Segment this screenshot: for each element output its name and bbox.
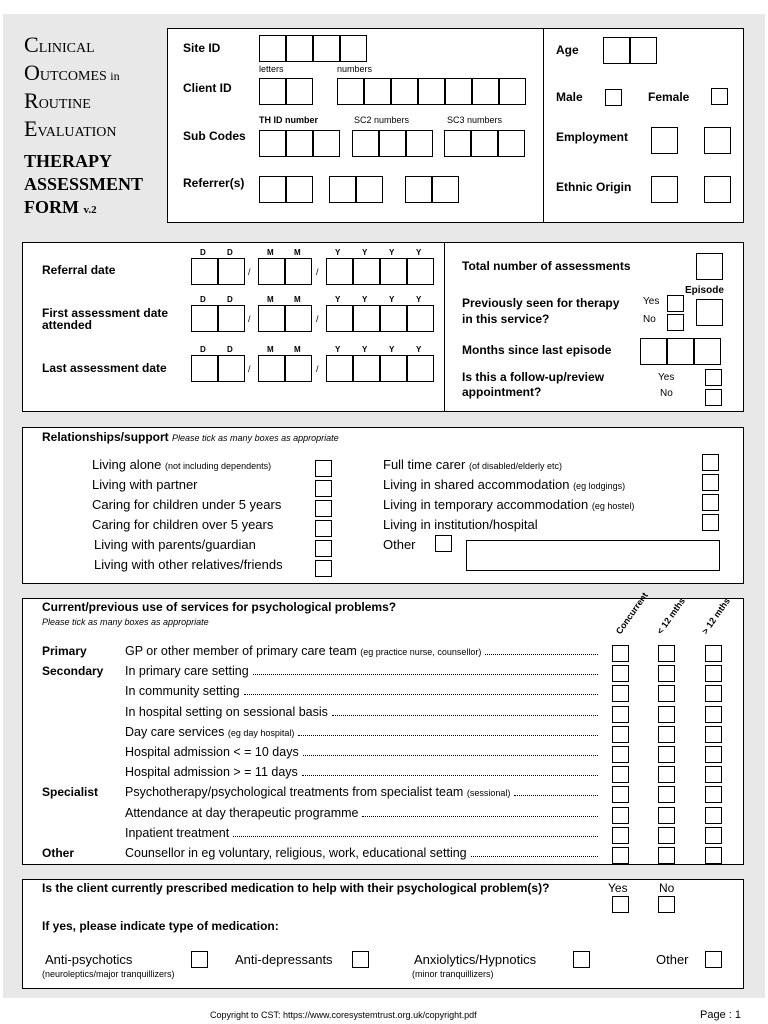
previously-seen-line: Previously seen for therapy — [462, 296, 620, 310]
service-lt12-checkbox[interactable] — [658, 645, 675, 662]
service-category-label: Primary — [42, 644, 87, 658]
referrers-label: Referrer(s) — [183, 176, 245, 190]
service-concurrent-checkbox[interactable] — [612, 685, 629, 702]
antidepressants-checkbox[interactable] — [352, 951, 369, 968]
relationship-checkbox[interactable] — [702, 474, 719, 491]
relationship-option-note: (eg lodgings) — [573, 481, 626, 491]
months-since-box[interactable] — [694, 338, 721, 365]
relationship-option-text: Living in temporary accommodation — [383, 497, 589, 512]
client-id-letter-box[interactable] — [259, 78, 286, 105]
logo-initial: R — [24, 88, 39, 113]
male-checkbox[interactable] — [605, 89, 622, 106]
last-assessment-label: Last assessment date — [42, 361, 167, 375]
relationships-title — [42, 430, 339, 444]
service-row-label — [125, 745, 299, 759]
relationship-option-label — [92, 477, 198, 492]
service-lt12-checkbox[interactable] — [658, 706, 675, 723]
service-row-text: Inpatient treatment — [125, 825, 230, 840]
dotted-leader — [514, 795, 598, 796]
date-letter-label: D — [227, 345, 233, 354]
followup-no-checkbox[interactable] — [705, 389, 722, 406]
service-concurrent-checkbox[interactable] — [612, 827, 629, 844]
date-separator: / — [316, 364, 319, 374]
logo-initial: O — [24, 60, 40, 85]
first-assessment-line: First assessment date — [42, 306, 169, 320]
sc3-numbers-text: numbers — [467, 115, 503, 125]
date-letter-label: D — [227, 295, 233, 304]
first-assessment-line: attended — [42, 318, 93, 332]
service-gt12-checkbox[interactable] — [705, 807, 722, 824]
ethnic-origin-label: Ethnic Origin — [556, 180, 632, 194]
relationship-option-text: Caring for children over 5 years — [92, 517, 274, 532]
date-letter-label: Y — [416, 248, 422, 257]
service-lt12-checkbox[interactable] — [658, 786, 675, 803]
service-lt12-checkbox[interactable] — [658, 847, 675, 864]
letters-label: letters — [259, 64, 284, 74]
service-category-label: Other — [42, 846, 75, 860]
prev-seen-yes-checkbox[interactable] — [667, 295, 684, 312]
client-id-number-box[interactable] — [445, 78, 472, 105]
medication-question: Is the client currently prescribed medication to help with their psychological problem(s)? — [42, 881, 550, 895]
th-id-number-text: number — [285, 115, 319, 125]
page-number: Page : 1 — [700, 1009, 741, 1021]
employment-box[interactable] — [704, 127, 731, 154]
referral-month-box[interactable] — [285, 258, 312, 285]
date-separator: / — [316, 314, 319, 324]
relationship-option-text: Living in institution/hospital — [383, 517, 538, 532]
date-letter-label: M — [267, 248, 274, 257]
followup-label — [462, 370, 604, 400]
client-id-letter-box[interactable] — [286, 78, 313, 105]
antipsychotics-label: Anti-psychotics — [45, 952, 133, 967]
service-lt12-checkbox[interactable] — [658, 726, 675, 743]
relationship-other-checkbox[interactable] — [435, 535, 452, 552]
medication-no-checkbox[interactable] — [658, 896, 675, 913]
col-lt12-label: < 12 mths — [654, 596, 687, 636]
female-label: Female — [648, 90, 690, 104]
service-gt12-checkbox[interactable] — [705, 766, 722, 783]
sc2-text: SC2 — [354, 115, 372, 125]
relationship-option-text: Living in shared accommodation — [383, 477, 570, 492]
service-row-label — [125, 785, 510, 799]
date-letter-label: D — [200, 295, 206, 304]
first-assessment-year-box[interactable] — [407, 305, 434, 332]
logo-initial: C — [24, 32, 39, 57]
service-row-label — [125, 765, 298, 779]
date-letter-label: Y — [335, 295, 341, 304]
anxiolytics-note: (minor tranquillizers) — [412, 969, 494, 979]
service-gt12-checkbox[interactable] — [705, 665, 722, 682]
prev-seen-no-checkbox[interactable] — [667, 314, 684, 331]
service-concurrent-checkbox[interactable] — [612, 726, 629, 743]
antidepressants-label: Anti-depressants — [235, 952, 333, 967]
id-panel-divider — [543, 28, 544, 223]
referrer-box[interactable] — [405, 176, 432, 203]
dotted-leader — [471, 856, 598, 857]
th-id-number-box[interactable] — [313, 130, 340, 157]
site-id-box[interactable] — [286, 35, 313, 62]
client-id-number-box[interactable] — [391, 78, 418, 105]
service-row-label — [125, 684, 240, 698]
other-relationship-field[interactable] — [466, 540, 720, 571]
referral-month-box[interactable] — [258, 258, 285, 285]
client-id-label: Client ID — [183, 81, 232, 95]
sc3-number-box[interactable] — [444, 130, 471, 157]
col-gt12-label: > 12 mths — [699, 596, 732, 636]
dotted-leader — [244, 694, 598, 695]
form-title-word: FORM — [24, 197, 79, 217]
date-separator: / — [248, 364, 251, 374]
date-letter-label: Y — [362, 295, 368, 304]
relationship-option-text: Caring for children under 5 years — [92, 497, 282, 512]
relationship-option-label — [383, 537, 416, 552]
referrer-box[interactable] — [329, 176, 356, 203]
relationship-checkbox[interactable] — [702, 514, 719, 531]
service-row-note: (eg day hospital) — [227, 727, 295, 738]
date-letter-label: Y — [335, 345, 341, 354]
referral-date-label: Referral date — [42, 263, 116, 277]
relationship-option-label — [92, 457, 271, 472]
copyright-text: Copyright to CST: https://www.coresystemtrust.org.uk/copyright.pdf — [210, 1010, 477, 1020]
employment-box[interactable] — [651, 127, 678, 154]
date-letter-label: D — [200, 248, 206, 257]
service-gt12-checkbox[interactable] — [705, 645, 722, 662]
client-id-number-box[interactable] — [418, 78, 445, 105]
referral-year-box[interactable] — [353, 258, 380, 285]
relationship-checkbox[interactable] — [315, 560, 332, 577]
first-assessment-month-box[interactable] — [285, 305, 312, 332]
medication-other-checkbox[interactable] — [705, 951, 722, 968]
referral-year-box[interactable] — [407, 258, 434, 285]
sc2-number-box[interactable] — [379, 130, 406, 157]
service-row-label — [125, 644, 481, 658]
service-row-text: Attendance at day therapeutic programme — [125, 805, 359, 820]
logo-initial: E — [24, 116, 38, 141]
service-row-label — [125, 846, 467, 860]
date-letter-label: D — [200, 345, 206, 354]
episode-box[interactable] — [696, 299, 723, 326]
service-concurrent-checkbox[interactable] — [612, 847, 629, 864]
site-id-label: Site ID — [183, 41, 221, 55]
anxiolytics-label: Anxiolytics/Hypnotics — [414, 952, 537, 967]
service-concurrent-checkbox[interactable] — [612, 746, 629, 763]
sc2-label — [354, 115, 409, 125]
medication-no-label: No — [659, 881, 675, 895]
service-concurrent-checkbox[interactable] — [612, 807, 629, 824]
service-gt12-checkbox[interactable] — [705, 827, 722, 844]
relationship-option-note: (not including dependents) — [165, 461, 272, 471]
referral-day-box[interactable] — [218, 258, 245, 285]
form-title-line — [24, 196, 143, 222]
dotted-leader — [302, 775, 598, 776]
form-title-line: THERAPY — [24, 151, 113, 171]
last-assessment-day-box[interactable] — [218, 355, 245, 382]
client-id-number-box[interactable] — [364, 78, 391, 105]
service-lt12-checkbox[interactable] — [658, 766, 675, 783]
episode-label: Episode — [685, 285, 724, 296]
service-lt12-checkbox[interactable] — [658, 746, 675, 763]
services-note: Please tick as many boxes as appropriate — [42, 617, 209, 627]
sc3-number-box[interactable] — [498, 130, 525, 157]
client-id-number-box[interactable] — [337, 78, 364, 105]
service-row-text: In primary care setting — [125, 664, 249, 679]
total-assessments-label: Total number of assessments — [462, 259, 631, 273]
referrer-box[interactable] — [432, 176, 459, 203]
relationship-checkbox[interactable] — [315, 480, 332, 497]
date-letter-label: Y — [416, 345, 422, 354]
date-letter-label: Y — [362, 248, 368, 257]
age-label: Age — [556, 43, 579, 57]
sc2-number-box[interactable] — [352, 130, 379, 157]
relationship-option-label — [383, 517, 538, 532]
sc3-number-box[interactable] — [471, 130, 498, 157]
relationships-note: Please tick as many boxes as appropriate — [172, 433, 339, 443]
dotted-leader — [253, 674, 598, 675]
service-category-label: Specialist — [42, 785, 99, 800]
relationship-option-text: Full time carer — [383, 457, 466, 472]
medication-type-question: If yes, please indicate type of medication: — [42, 919, 279, 933]
followup-yes-label: Yes — [658, 372, 675, 383]
relationship-checkbox[interactable] — [315, 460, 332, 477]
service-row-text: In hospital setting on sessional basis — [125, 704, 328, 719]
first-assessment-day-box[interactable] — [191, 305, 218, 332]
followup-yes-checkbox[interactable] — [705, 369, 722, 386]
service-gt12-checkbox[interactable] — [705, 847, 722, 864]
relationship-option-text: Living with partner — [92, 477, 198, 492]
service-concurrent-checkbox[interactable] — [612, 786, 629, 803]
age-box[interactable] — [603, 37, 630, 64]
female-checkbox[interactable] — [711, 88, 728, 105]
dotted-leader — [485, 654, 598, 655]
relationship-option-label — [383, 457, 562, 472]
dotted-leader — [298, 735, 598, 736]
referrer-box[interactable] — [356, 176, 383, 203]
service-concurrent-checkbox[interactable] — [612, 706, 629, 723]
logo-word: OUTINE — [38, 97, 91, 112]
date-letter-label: Y — [389, 248, 395, 257]
previously-seen-line: in this service? — [462, 312, 550, 326]
date-letter-label: M — [294, 248, 301, 257]
prev-yes-label: Yes — [643, 296, 660, 307]
date-letter-label: M — [294, 345, 301, 354]
last-assessment-year-box[interactable] — [326, 355, 353, 382]
total-assessments-box[interactable] — [696, 253, 723, 280]
logo-line-evaluation — [24, 116, 164, 144]
first-assessment-month-box[interactable] — [258, 305, 285, 332]
followup-line: appointment? — [462, 385, 542, 399]
dates-panel-divider — [444, 242, 445, 412]
service-lt12-checkbox[interactable] — [658, 685, 675, 702]
months-since-box[interactable] — [667, 338, 694, 365]
followup-line: Is this a follow-up/review — [462, 370, 605, 384]
last-assessment-month-box[interactable] — [285, 355, 312, 382]
date-separator: / — [248, 314, 251, 324]
service-row-text: Psychotherapy/psychological treatments from specialist team — [125, 785, 464, 800]
relationship-option-label — [94, 557, 283, 572]
service-lt12-checkbox[interactable] — [658, 665, 675, 682]
service-row-note: (sessional) — [466, 788, 511, 799]
dotted-leader — [332, 715, 598, 716]
first-assessment-year-box[interactable] — [353, 305, 380, 332]
relationship-checkbox[interactable] — [702, 454, 719, 471]
logo-line-clinical — [24, 32, 164, 60]
referrer-box[interactable] — [259, 176, 286, 203]
dotted-leader — [362, 816, 598, 817]
form-version: v.2 — [83, 204, 97, 216]
service-gt12-checkbox[interactable] — [705, 685, 722, 702]
relationship-option-text: Living with other relatives/friends — [94, 557, 283, 572]
previously-seen-label — [462, 295, 619, 327]
referral-year-box[interactable] — [380, 258, 407, 285]
male-label: Male — [556, 90, 583, 104]
date-letter-label: Y — [389, 345, 395, 354]
sc2-number-box[interactable] — [406, 130, 433, 157]
service-gt12-checkbox[interactable] — [705, 726, 722, 743]
antipsychotics-note: (neuroleptics/major tranquillizers) — [42, 969, 175, 979]
antipsychotics-checkbox[interactable] — [191, 951, 208, 968]
medication-other-label: Other — [656, 952, 689, 967]
first-assessment-day-box[interactable] — [218, 305, 245, 332]
age-box[interactable] — [630, 37, 657, 64]
service-row-note: (eg practice nurse, counsellor) — [360, 647, 482, 657]
medication-yes-checkbox[interactable] — [612, 896, 629, 913]
date-letter-label: Y — [335, 248, 341, 257]
service-row-text: In community setting — [125, 684, 240, 699]
sc3-label — [447, 115, 502, 125]
sc3-text: SC3 — [447, 115, 465, 125]
th-id-number-box[interactable] — [259, 130, 286, 157]
site-id-box[interactable] — [259, 35, 286, 62]
relationship-option-note: (of disabled/elderly etc) — [468, 461, 563, 471]
dotted-leader — [303, 755, 598, 756]
relationship-option-label — [94, 537, 256, 552]
relationship-option-text: Other — [383, 537, 416, 552]
relationship-option-label — [383, 477, 625, 492]
first-assessment-label — [42, 307, 168, 331]
service-gt12-checkbox[interactable] — [705, 706, 722, 723]
last-assessment-year-box[interactable] — [353, 355, 380, 382]
referral-day-box[interactable] — [191, 258, 218, 285]
date-letter-label: M — [267, 345, 274, 354]
service-row-label — [125, 806, 358, 820]
medication-yes-label: Yes — [608, 881, 628, 895]
site-id-box[interactable] — [313, 35, 340, 62]
service-lt12-checkbox[interactable] — [658, 807, 675, 824]
service-row-text: Day care services — [125, 724, 225, 739]
service-row-text: Hospital admission < = 10 days — [125, 745, 299, 759]
first-assessment-year-box[interactable] — [380, 305, 407, 332]
service-row-label — [125, 826, 229, 840]
logo-line-routine — [24, 88, 164, 116]
employment-label: Employment — [556, 130, 629, 144]
logo-word: LINICAL — [38, 41, 95, 56]
client-id-number-box[interactable] — [499, 78, 526, 105]
ethnic-origin-box[interactable] — [651, 176, 678, 203]
service-concurrent-checkbox[interactable] — [612, 645, 629, 662]
last-assessment-day-box[interactable] — [191, 355, 218, 382]
logo-word: UTCOMES — [39, 69, 107, 84]
relationship-option-text: Living with parents/guardian — [94, 537, 256, 552]
months-since-label: Months since last episode — [462, 343, 612, 357]
referrer-box[interactable] — [286, 176, 313, 203]
th-id-label — [259, 115, 318, 125]
last-assessment-year-box[interactable] — [380, 355, 407, 382]
months-since-box[interactable] — [640, 338, 667, 365]
service-row-text: Counsellor in eg voluntary, religious, work, educational setting — [125, 846, 467, 860]
referral-year-box[interactable] — [326, 258, 353, 285]
service-concurrent-checkbox[interactable] — [612, 766, 629, 783]
logo-word: in — [110, 69, 120, 83]
service-gt12-checkbox[interactable] — [705, 746, 722, 763]
form-title — [24, 150, 143, 222]
numbers-label: numbers — [337, 64, 373, 74]
relationship-checkbox[interactable] — [315, 520, 332, 537]
date-separator: / — [248, 267, 251, 277]
relationship-option-label — [383, 497, 634, 512]
form-title-line: ASSESSMENT — [24, 174, 144, 194]
prev-no-label: No — [643, 314, 656, 325]
service-row-label — [125, 725, 294, 739]
relationship-option-note: (eg hostel) — [591, 501, 635, 511]
services-title: Current/previous use of services for psychological problems? — [42, 600, 397, 614]
ethnic-origin-box[interactable] — [704, 176, 731, 203]
last-assessment-month-box[interactable] — [258, 355, 285, 382]
relationship-option-label — [92, 497, 281, 512]
core-logo — [24, 32, 164, 144]
sub-codes-label: Sub Codes — [183, 129, 246, 143]
th-id-text: TH ID — [259, 115, 283, 125]
logo-line-outcomes — [24, 60, 164, 88]
service-concurrent-checkbox[interactable] — [612, 665, 629, 682]
anxiolytics-checkbox[interactable] — [573, 951, 590, 968]
date-letter-label: D — [227, 248, 233, 257]
first-assessment-year-box[interactable] — [326, 305, 353, 332]
service-row-text: Hospital admission > = 11 days — [125, 765, 298, 780]
service-gt12-checkbox[interactable] — [705, 786, 722, 803]
date-separator: / — [316, 267, 319, 277]
followup-no-label: No — [660, 388, 673, 399]
service-row-text: GP or other member of primary care team — [125, 644, 357, 658]
relationship-option-label — [92, 517, 273, 532]
relationships-title-text: Relationships/support — [42, 430, 169, 444]
relationship-checkbox[interactable] — [315, 500, 332, 517]
col-concurrent-label: Concurrent — [613, 590, 650, 636]
relationship-checkbox[interactable] — [702, 494, 719, 511]
date-letter-label: Y — [389, 295, 395, 304]
service-row-label — [125, 664, 249, 678]
service-lt12-checkbox[interactable] — [658, 827, 675, 844]
date-letter-label: M — [294, 295, 301, 304]
service-category-label: Secondary — [42, 664, 104, 679]
dotted-leader — [233, 836, 598, 837]
service-row-label — [125, 705, 328, 719]
site-id-box[interactable] — [340, 35, 367, 62]
th-id-number-box[interactable] — [286, 130, 313, 157]
logo-word: VALUATION — [37, 125, 117, 140]
client-id-number-box[interactable] — [472, 78, 499, 105]
sc2-numbers-text: numbers — [374, 115, 410, 125]
date-letter-label: Y — [362, 345, 368, 354]
last-assessment-year-box[interactable] — [407, 355, 434, 382]
date-letter-label: Y — [416, 295, 422, 304]
relationship-checkbox[interactable] — [315, 540, 332, 557]
relationship-option-text: Living alone — [92, 457, 162, 472]
date-letter-label: M — [267, 295, 274, 304]
